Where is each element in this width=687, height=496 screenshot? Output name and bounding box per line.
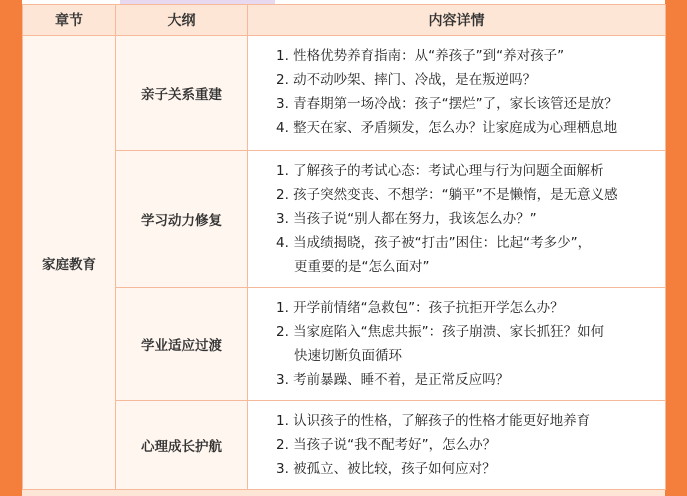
detail-item: 2. 当孩子说“我不配考好”，怎么办？ (276, 437, 497, 453)
outline-cell: 学业适应过渡 (116, 288, 248, 401)
detail-item: 2. 当家庭陷入“焦虑共振”：孩子崩溃、家长抓狂？如何 (276, 324, 605, 340)
detail-cell (248, 288, 666, 401)
header-outline: 大纲 (116, 5, 248, 36)
detail-item: 1. 开学前情绪“急救包”：孩子抗拒开学怎么办？ (276, 300, 564, 316)
table-row (23, 401, 666, 490)
outline-cell: 学习动力修复 (116, 151, 248, 288)
outline-cell: 亲子关系重建 (116, 36, 248, 151)
detail-cell (248, 401, 666, 490)
bottom-strip (22, 490, 665, 496)
detail-cell (248, 151, 666, 288)
detail-item: 4. 整天在家、矛盾频发，怎么办？让家庭成为心理栖息地 (276, 120, 618, 136)
table-row (23, 288, 666, 401)
detail-item: 3. 被孤立、被比较，孩子如何应对？ (276, 461, 496, 477)
detail-item-continued: 更重要的是“怎么面对” (294, 259, 430, 275)
header-details: 内容详情 (248, 5, 666, 36)
detail-item: 3. 青春期第一场冷战：孩子“摆烂”了，家长该管还是放？ (276, 96, 618, 112)
detail-item: 1. 了解孩子的考试心态：考试心理与行为问题全面解析 (276, 163, 604, 179)
table-row (23, 36, 666, 151)
detail-item: 1. 性格优势养育指南：从“养孩子”到“养对孩子” (276, 48, 565, 64)
detail-cell (248, 36, 666, 151)
detail-item: 4. 当成绩揭晓，孩子被“打击”困住：比起“考多少”， (276, 235, 592, 251)
detail-item: 3. 考前暴躁、睡不着，是正常反应吗？ (276, 372, 510, 388)
outline-cell: 心理成长护航 (116, 401, 248, 490)
course-outline-table (22, 4, 666, 490)
table-row (23, 151, 666, 288)
chapter-cell: 家庭教育 (23, 36, 116, 490)
header-chapter: 章节 (23, 5, 116, 36)
detail-item: 2. 动不动吵架、摔门、冷战，是在叛逆吗？ (276, 72, 537, 88)
table-header-row (23, 5, 666, 36)
detail-item: 3. 当孩子说“别人都在努力，我该怎么办？” (276, 211, 537, 227)
detail-item-continued: 快速切断负面循环 (294, 348, 402, 364)
detail-item: 1. 认识孩子的性格，了解孩子的性格才能更好地养育 (276, 413, 591, 429)
detail-item: 2. 孩子突然变丧、不想学：“躺平”不是懒惰，是无意义感 (276, 187, 618, 203)
